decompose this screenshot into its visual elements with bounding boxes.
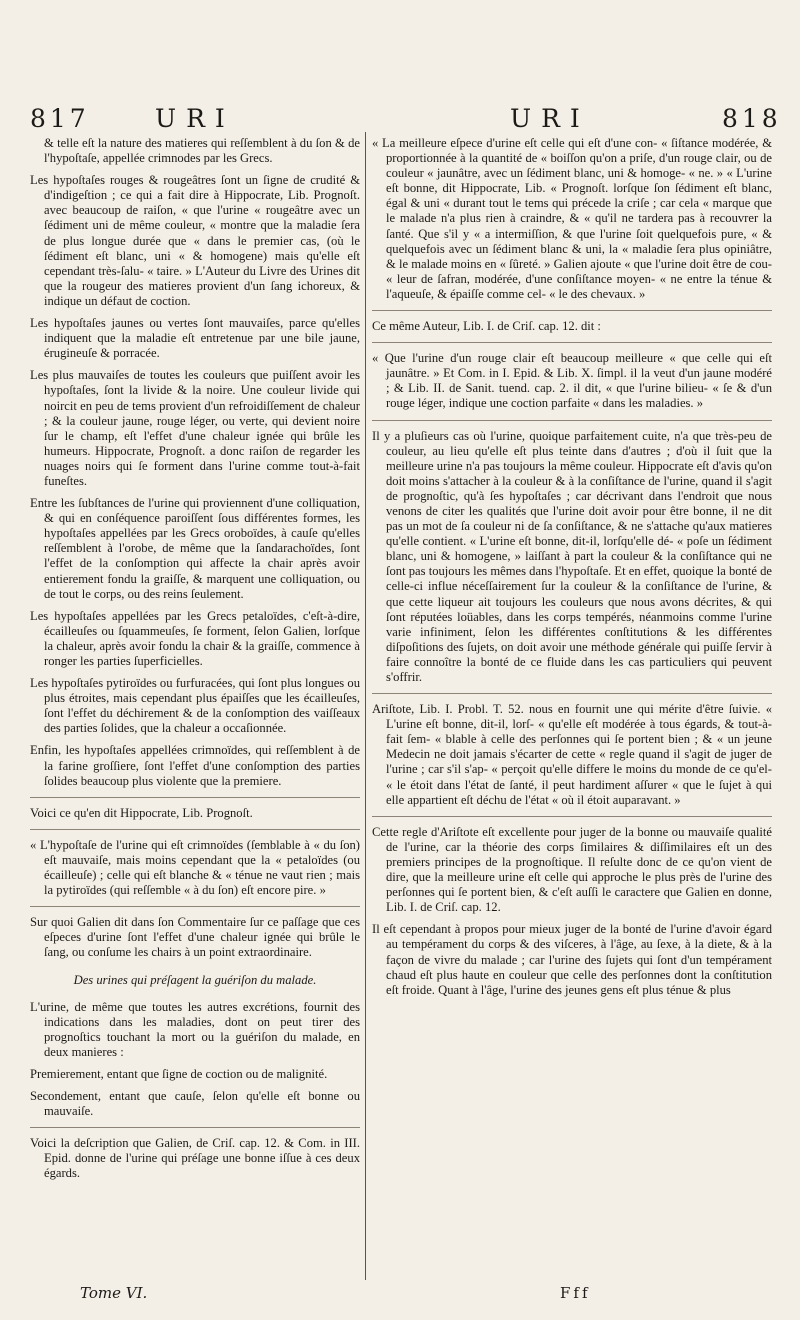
paragraph: Les hypoſtaſes jaunes ou vertes ſont mauvaiſes, parce qu'elles indiquent que la maladie eſt entretenue par une bile jaune, érugineuſe & porracée.: [30, 316, 360, 361]
paragraph: Les hypoſtaſes pytiroïdes ou furfuracées, qui ſont plus longues ou plus étroites, mais cependant plus épaiſſes que les écailleuſes, ſont l'effet du déchirement & de la conſomption des vaiſſeaux des parties ſolides, que la chaleur a occaſionnée.: [30, 676, 360, 736]
paragraph: Ce même Auteur, Lib. I. de Criſ. cap. 12. dit :: [372, 319, 601, 334]
paragraph: Entre les ſubſtances de l'urine qui proviennent d'une colliquation, & qui en conſéquence paroiſſent ſous différentes formes, les hypoſtaſes appellées par les Grecs oroboïdes, à cauſe qu'elles reſſemblent à l'orobe, de même que la ſandarachoïdes, ſont l'effet de la conſomption qui affecte la chair après avoir entierement fondu la graiſſe, & marquent une colliquation, ou de tout le corps, ou des reins ſeulement.: [30, 496, 360, 601]
volume-label: Tome VI.: [80, 1284, 148, 1302]
right-page-number: 818: [722, 104, 782, 133]
column-divider: [365, 132, 366, 1280]
paragraph: Il y a pluſieurs cas où l'urine, quoique parfaitement cuite, n'a que très-peu de couleur, au lieu qu'elle eſt plus teinte dans d'autres ; d'où il ſuit que la meilleure urine n'a pas toujours la même couleur. Hippocrate eſt d'avis qu'on doit moins s'attacher à la couleur & à la conſiſtance de l'urine, quand il s'agit de prognoſtic, qu'à ſes hypoſtaſes ; car décrivant dans l'endroit que nous venons de citer les qualités que l'urine doit avoir pour être bonne, il ne dit pas un mot de ſa couleur ni de ſa conſiſtance, & ne s'attache qu'aux matieres qu'elle contient. « L'urine eſt bonne, dit-il, lorſqu'elle dé- « poſe un ſédiment blanc, uni & homogene, » laiſſant à part la couleur & la conſiſtance qui ne ſont pas toujours les mêmes dans l'hypoſtaſe. Et en effet, quoique la bonté de celle-ci influe néceſſairement ſur la couleur & la conſiſtance de l'urine, & que cette liqueur ait toujours les couleurs que nous avons décrites, & qui ſont réputées loüables, dans les corps tempérés, néanmoins comme l'urine varie infiniment, ſelon les différentes conſtitutions & les différentes diſpoſitions des ſujets, on doit avoir une méthode générale qui puiſſe ſervir à faire connoître la bonté de ce fluide dans les cas particuliers qui peuvent s'offrir.: [372, 428, 772, 684]
section-separator: [30, 1127, 360, 1128]
paragraph: Secondement, entant que cauſe, ſelon qu'elle eſt bonne ou mauvaiſe.: [30, 1089, 360, 1119]
quoted-paragraph: « La meilleure eſpece d'urine eſt celle qui eſt d'une con- « ſiſtance modérée, & proportionnée à la quantité de « boiſſon qu'on a priſe, d'un rouge clair, ou de couleur « jaunâtre, avec un ſédiment blanc, uni & homoge- « ne. » « L'urine eſt bonne, dit Hippocrate, Lib. « Prognoſt. lorſque ſon ſédiment eſt blanc, égal & uni « durant tout le tems qui précede la criſe ; car cela « marque que le malade n'a plus rien à craindre, & « qu'il ne tardera pas à recouvrer la ſanté. Que s'il y « a intermiſſion, & que l'urine ſoit quelquefois pure, « & quelquefois avec un ſédiment blanc & uni, la « maladie ſera plus opiniâtre, & le malade moins en « ſûreté. » Galien ajoute « que l'urine doit être de cou- « leur de ſafran, modérée, d'une conſiſtance moyen- « ne entre la ténue & l'aqueuſe, & épaiſſe comme cel- « le des chevaux. »: [372, 136, 772, 301]
paragraph: Sur quoi Galien dit dans ſon Commentaire ſur ce paſſage que ces eſpeces d'urine ſont l'effet d'une chaleur ignée qui brûle le ſang, ou conſume les chairs à un point extraordinaire.: [30, 915, 360, 960]
quoted-paragraph: « L'hypoſtaſe de l'urine qui eſt crimnoïdes (ſemblable à « du ſon) eſt mauvaiſe, mais moins cependant que la « petaloïdes (ou écailleuſe) ; celle qui eſt blanche & « ténue ne vaut rien ; mais la pytiroïdes (qui reſſemble « à du ſon) eſt encore pire. »: [30, 837, 360, 898]
paragraph: & telle eſt la nature des matieres qui reſſemblent à du ſon & de l'hypoſtaſe, appellée crimnodes par les Grecs.: [44, 136, 360, 166]
paragraph: Les hypoſtaſes appellées par les Grecs petaloïdes, c'eſt-à-dire, écailleuſes ou ſquammeuſes, ſe forment, ſelon Galien, lorſque la chaleur, après avoir fondu la chair & la graiſſe, commence à ronger les parties ſuperficielles.: [30, 608, 360, 668]
paragraph: Les hypoſtaſes rouges & rougeâtres ſont un ſigne de crudité & d'indigeſtion ; ce qui a fait dire à Hippocrate, Lib. Prognoſt. avec beaucoup de raiſon, « que l'urine « rougeâtre avec un ſédiment uni de même couleur, « montre que la maladie ſera de plus longue durée que « dans le premier cas, (où le ſédiment eſt blanc, uni « & homogene) mais qu'elle eſt cependant très-ſalu- « taire. » L'Auteur du Livre des Urines dit que la rougeur des matieres provient d'un ſang ichoreux, & indique un défaut de coction.: [30, 173, 360, 308]
left-running-head: URI: [155, 104, 235, 133]
paragraph: L'urine, de même que toutes les autres excrétions, fournit des indications dans les maladies, dont on peut tirer des prognoſtics touchant la mort ou la guériſon du malade, en deux manieres :: [30, 999, 360, 1059]
section-separator: [372, 342, 772, 343]
quoted-paragraph: « Que l'urine d'un rouge clair eſt beaucoup meilleure « que celle qui eſt jaunâtre. » Et Com. in I. Epid. & Lib. X. ſimpl. il la veut d'un jaune modéré ; & Lib. II. de Sanit. tuend. cap. 2. il dit, « que l'urine bilieu- « ſe & d'un rouge léger, indique une coction parfaite « dans les maladies. »: [372, 351, 772, 411]
section-separator: [372, 816, 772, 817]
section-separator: [30, 797, 360, 798]
paragraph: Voici la deſcription que Galien, de Criſ. cap. 12. & Com. in III. Epid. donne de l'urine qui préſage une bonne iſſue à ces deux égards.: [30, 1136, 360, 1181]
left-column: [30, 136, 360, 1189]
section-separator: [30, 906, 360, 907]
right-column: [372, 136, 772, 1005]
paragraph: Enfin, les hypoſtaſes appellées crimnoïdes, qui reſſemblent à de la farine groſſiere, ſont l'effet d'une conſomption des parties ſolides beaucoup plus violente que la premiere.: [30, 743, 360, 788]
section-separator: [372, 420, 772, 421]
section-heading: Des urines qui préſagent la guériſon du malade.: [73, 972, 317, 987]
paragraph: Cette regle d'Ariſtote eſt excellente pour juger de la bonne ou mauvaiſe qualité de l'urine, car la théorie des corps ſimilaires & diſſimilaires eſt un des premiers principes de la prognoſtique. Il reſulte donc de ce qu'on vient de dire, que la meilleure urine eſt celle qui approche le plus près de l'urine des perſonnes qui ſe portent bien, & c'eſt auſſi le caractere que Galien en donne, Lib. I. de Criſ. cap. 12.: [372, 824, 772, 915]
signature-mark: Fff: [560, 1284, 591, 1302]
section-separator: [372, 693, 772, 694]
section-separator: [30, 829, 360, 830]
right-running-head: URI: [510, 104, 590, 133]
paragraph: Les plus mauvaiſes de toutes les couleurs que puiſſent avoir les hypoſtaſes, ſont la livide & la noire. Une couleur livide qui noircit en peu de tems provient d'un refroidiſſement de chaleur ; & la couleur jaune, rouge léger, ou verte, qui devient noire ſur le champ, eſt l'effet d'une chaleur ignée qui brûle les humeurs. Hippocrate, Prognoſt. a donc raiſon de regarder les nuages noirs qui ſe forment dans l'urine comme tout-à-fait funeſtes.: [30, 368, 360, 488]
section-separator: [372, 310, 772, 311]
left-page-number: 817: [30, 104, 90, 133]
paragraph: Ariſtote, Lib. I. Probl. T. 52. nous en fournit une qui mérite d'être ſuivie. « L'urine eſt bonne, dit-il, lorſ- « qu'elle eſt modérée à tous égards, & tout-à-fait ſem- « blable à celle des perſonnes qui ſe portent bien ; & « un jeune Medecin ne doit jamais s'écarter de cette « regle quand il s'agit de juger de l'urine ; car s'il s'ap- « perçoit qu'elle differe le moins du monde de ce qu'el- « le étoit dans l'état de ſanté, il peut hardiment aſſurer « que le ſujet à qui elle appartient eſt déchu de l'état « où il étoit auparavant. »: [372, 702, 772, 807]
paragraph: Voici ce qu'en dit Hippocrate, Lib. Prognoſt.: [30, 805, 253, 820]
paragraph: Il eſt cependant à propos pour mieux juger de la bonté de l'urine d'avoir égard au tempérament du corps & des viſceres, à l'âge, au ſexe, à la diete, & à la façon de vivre du malade ; car l'urine des ſujets qui ſont d'un tempérament chaud eſt plus haute en couleur que celle des perſonnes dont la conſtitution eſt froide. Quant à l'âge, l'urine des jeunes gens eſt plus ténue & plus: [372, 922, 772, 997]
paragraph: Premierement, entant que ſigne de coction ou de malignité.: [30, 1066, 328, 1081]
